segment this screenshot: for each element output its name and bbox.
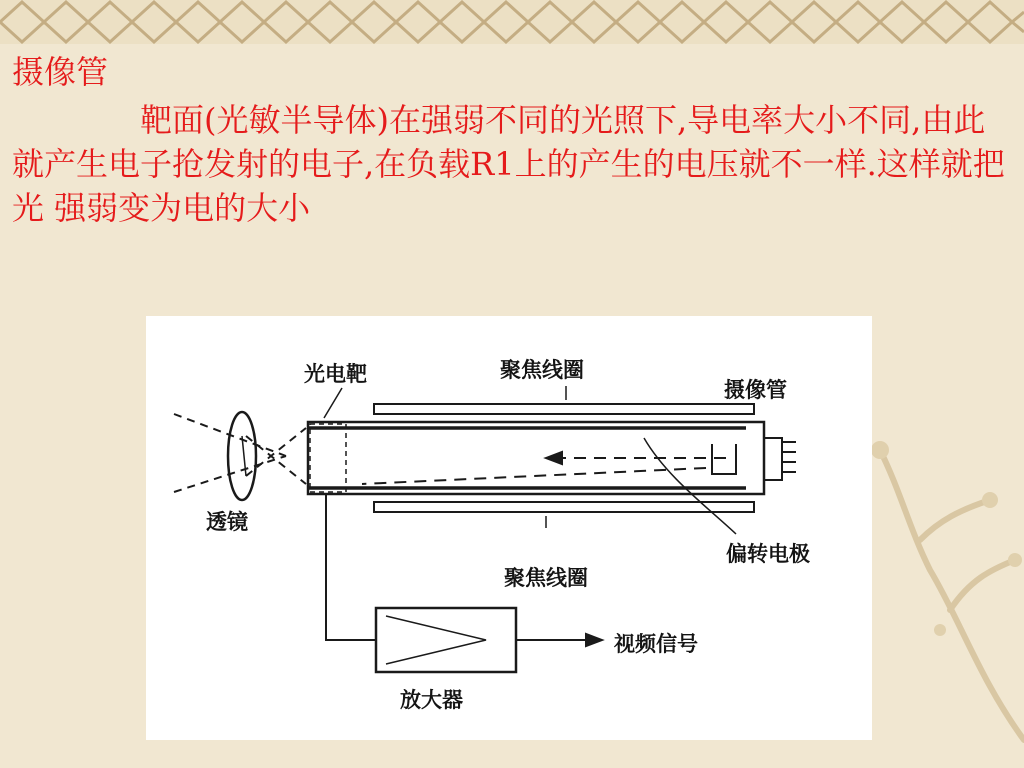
slide-body-text: 靶面(光敏半导体)在强弱不同的光照下,导电率大小不同,由此就产生电子抢发射的电子,在负载R1上的产生的电压就不一样.这样就把光 强弱变为电的大小 [12,101,1005,227]
label-deflection: 偏转电极 [726,542,810,566]
label-tube: 摄像管 [724,378,787,402]
lens [228,412,256,500]
label-lens: 透镜 [206,510,248,534]
label-focus-coil-top: 聚焦线圈 [500,358,584,382]
deflection-pointer [644,438,736,534]
label-amplifier: 放大器 [400,688,463,712]
focus-coil-bottom [374,502,754,512]
label-focus-coil-bottom: 聚焦线圈 [504,566,588,590]
camera-tube-diagram [146,316,872,740]
slide-title: 摄像管 [12,53,109,91]
focus-coil-top [374,404,754,414]
amplifier-box [376,608,516,672]
photoelectric-target [310,424,346,492]
signal-wire [326,494,376,640]
label-video-signal: 视频信号 [614,632,698,656]
label-target: 光电靶 [304,362,367,386]
top-border-pattern [0,0,1024,44]
